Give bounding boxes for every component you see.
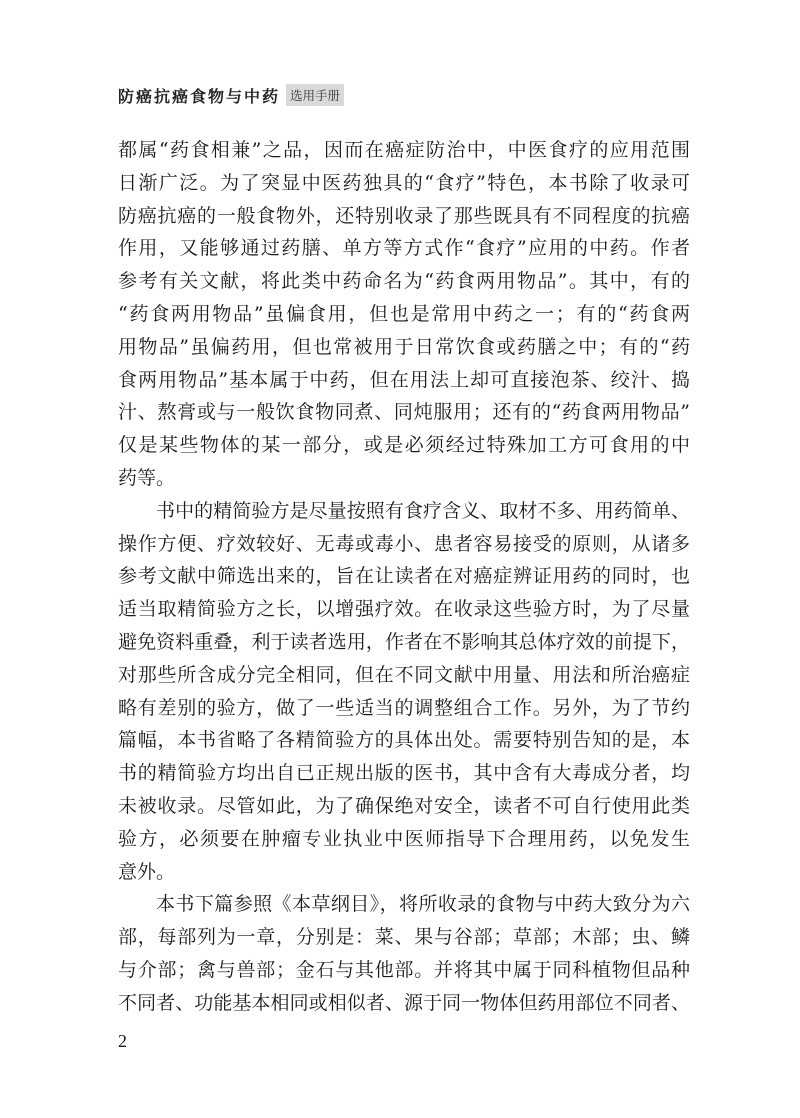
text-line: 都属“药食相兼”之品，因而在癌症防治中，中医食疗的应用范围 (118, 139, 690, 161)
text-line: 操作方便、疗效较好、无毒或毒小、患者容易接受的原则，从诸多 (118, 532, 690, 555)
text-line: 与介部；禽与兽部；金石与其他部。并将其中属于同科植物但品种 (118, 958, 690, 981)
text-line: 未被收录。尽管如此，为了确保绝对安全，读者不可自行使用此类 (118, 794, 690, 817)
running-header (118, 84, 344, 106)
text-line: 篇幅，本书省略了各精简验方的具体出处。需要特别告知的是，本 (118, 729, 690, 752)
text-line: 对那些所含成分完全相同，但在不同文献中用量、用法和所治癌症 (118, 663, 690, 686)
text-line: 略有差别的验方，做了一些适当的调整组合工作。另外，为了节约 (118, 696, 690, 719)
text-line: 意外。 (118, 860, 176, 883)
text-line: 部，每部列为一章，分别是：菜、果与谷部；草部；木部；虫、鳞 (118, 926, 690, 949)
paragraph (118, 495, 690, 889)
text-line: 食两用物品”基本属于中药，但在用法上却可直接泡茶、绞汁、捣 (118, 368, 690, 391)
book-title: 防癌抗癌食物与中药 (118, 86, 281, 106)
paragraph (118, 888, 690, 1019)
text-line: 避免资料重叠，利于读者选用，作者在不影响其总体疗效的前提下， (118, 630, 690, 653)
page-number: 2 (118, 1031, 127, 1051)
text-line: 日渐广泛。为了突显中医药独具的“食疗”特色，本书除了收录可 (118, 171, 690, 194)
text-line: 参考有关文献，将此类中药命名为“药食两用物品”。其中，有的 (118, 270, 690, 293)
text-line: “药食两用物品”虽偏食用，但也是常用中药之一；有的“药食两 (118, 302, 690, 325)
text-line: 不同者、功能基本相同或相似者、源于同一物体但药用部位不同者、 (118, 991, 690, 1014)
text-line: 用物品”虽偏药用，但也常被用于日常饮食或药膳之中；有的“药 (118, 335, 690, 358)
text-line: 本书下篇参照《本草纲目》，将所收录的食物与中药大致分为六 (156, 893, 690, 916)
text-line: 书中的精简验方是尽量按照有食疗含义、取材不多、用药简单、 (156, 499, 690, 522)
text-line: 防癌抗癌的一般食物外，还特别收录了那些既具有不同程度的抗癌 (118, 204, 690, 227)
paragraph (118, 134, 690, 495)
text-line: 书的精简验方均出自已正规出版的医书，其中含有大毒成分者，均 (118, 762, 690, 785)
text-line: 验方，必须要在肿瘤专业执业中医师指导下合理用药，以免发生 (118, 827, 690, 850)
text-line: 适当取精简验方之长，以增强疗效。在收录这些验方时，为了尽量 (118, 598, 690, 621)
text-line: 汁、熬膏或与一般饮食物同煮、同炖服用；还有的“药食两用物品” (118, 401, 690, 424)
text-line: 作用，又能够通过药膳、单方等方式作“食疗”应用的中药。作者 (118, 237, 690, 260)
body-text (118, 134, 690, 1020)
text-line: 参考文献中筛选出来的，旨在让读者在对癌症辨证用药的同时，也 (118, 565, 690, 588)
text-line: 药等。 (118, 466, 176, 489)
book-subtitle-tag: 选用手册 (286, 84, 344, 106)
text-line: 仅是某些物体的某一部分，或是必须经过特殊加工方可食用的中 (118, 434, 690, 457)
